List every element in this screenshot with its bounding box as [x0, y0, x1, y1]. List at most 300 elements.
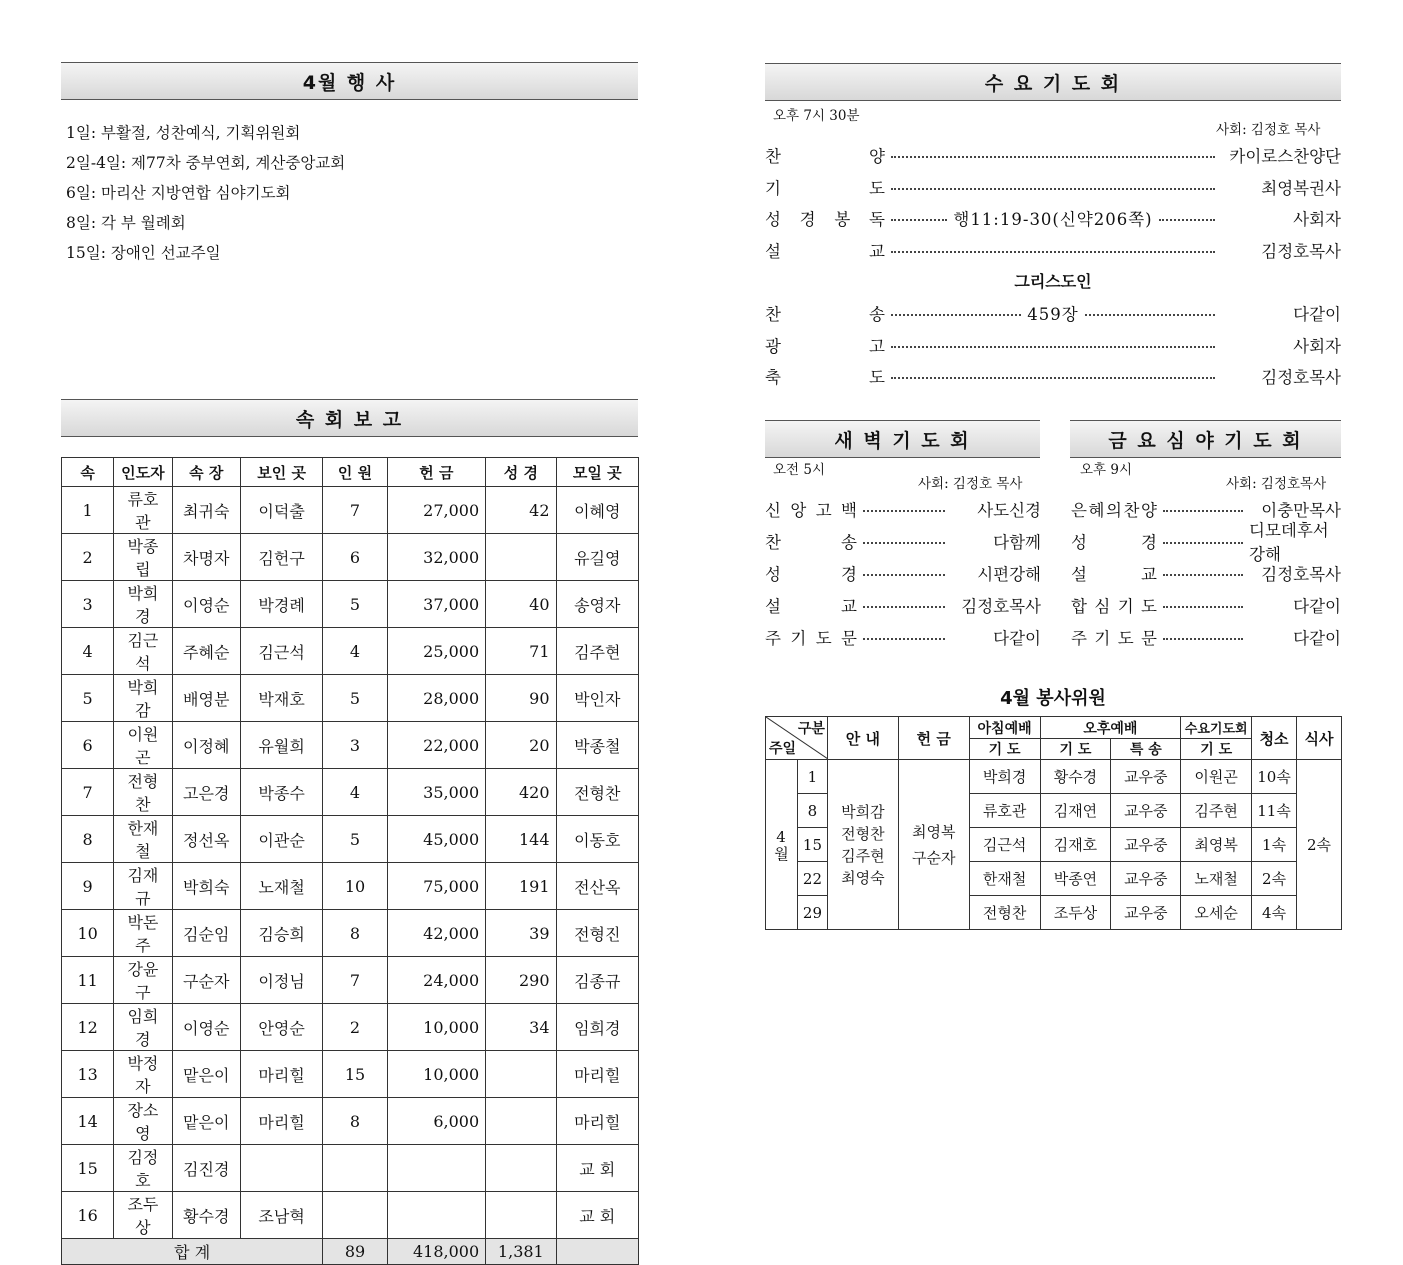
- program-line: [765, 498, 1041, 520]
- table-cell: 안영순: [240, 1004, 322, 1051]
- table-cell: 박경례: [240, 581, 322, 628]
- table-cell: 이정혜: [172, 722, 240, 769]
- table-cell: 6: [323, 534, 387, 581]
- event-item: 15일: 장애인 선교주일: [66, 244, 221, 262]
- dot-leader: [891, 346, 1215, 348]
- label-char: 문: [841, 629, 857, 648]
- clean-cell: 4속: [1252, 896, 1297, 930]
- label-char: 앙: [790, 501, 807, 520]
- table-cell: 한재철: [114, 816, 172, 863]
- dot-leader: [863, 510, 945, 512]
- program-line: [765, 530, 1041, 552]
- table-cell: 32,000: [387, 534, 486, 581]
- label-char: 성: [765, 210, 781, 229]
- label-char: 백: [841, 501, 857, 520]
- clean-cell: 1속: [1252, 828, 1297, 862]
- table-cell: 6,000: [387, 1098, 486, 1145]
- label-char: 도: [1141, 597, 1157, 616]
- label-char: 심: [1094, 597, 1111, 616]
- offerer-name: 최영복: [911, 822, 956, 841]
- table-row: [62, 675, 639, 722]
- morning-prayer-cell: 류호관: [969, 794, 1040, 828]
- label-char: 독: [869, 210, 885, 229]
- table-cell: [486, 1051, 556, 1098]
- program-label: [765, 364, 885, 388]
- label-char: 송: [869, 305, 885, 324]
- table-cell: 144: [486, 816, 556, 863]
- month-cell: 4월: [766, 760, 798, 930]
- program-line: [1071, 562, 1341, 584]
- dot-leader: [1159, 219, 1215, 221]
- table-cell: 마리힐: [556, 1051, 638, 1098]
- program-label: [765, 301, 885, 325]
- dawn-leader: 사회: 김정호 목사: [918, 476, 1023, 492]
- dot-leader: [863, 606, 945, 608]
- table-cell: 34: [486, 1004, 556, 1051]
- dot-leader: [1163, 638, 1243, 640]
- offerer-name: 구순자: [911, 848, 956, 867]
- column-header: 속 장: [172, 458, 240, 487]
- table-cell: 3: [323, 722, 387, 769]
- label-char: 광: [765, 336, 781, 356]
- table-cell: 유길영: [556, 534, 638, 581]
- table-cell: 4: [323, 628, 387, 675]
- clean-cell: 11속: [1252, 794, 1297, 828]
- program-middle: 행11:19-30(신약206쪽): [953, 210, 1153, 229]
- table-cell: [323, 1192, 387, 1239]
- label-char: 합: [1071, 597, 1087, 616]
- dawn-time: 오전 5시: [773, 462, 826, 478]
- table-cell: 16: [62, 1192, 114, 1239]
- table-cell: 이영순: [172, 1004, 240, 1051]
- label-char: 경: [799, 210, 816, 229]
- events-header: [61, 62, 638, 100]
- choir-title: 속 회 보 고: [295, 408, 404, 431]
- program-label: [1071, 593, 1157, 617]
- wed-prayer-cell: 오세순: [1181, 896, 1252, 930]
- table-cell: 7: [62, 769, 114, 816]
- table-row: [62, 487, 639, 534]
- meal-header: 식사: [1297, 717, 1342, 760]
- table-row: [62, 581, 639, 628]
- table-cell: 5: [323, 816, 387, 863]
- morning-prayer-cell: 전형찬: [969, 896, 1040, 930]
- table-cell: [387, 1145, 486, 1192]
- label-char: 신: [765, 501, 781, 520]
- table-cell: 25,000: [387, 628, 486, 675]
- morning-prayer-cell: 한재철: [969, 862, 1040, 896]
- wednesday-service-header: 수요기도회: [1181, 717, 1252, 739]
- morning-prayer-header: 기 도: [969, 739, 1040, 760]
- table-cell: 김근석: [114, 628, 172, 675]
- dot-leader: [863, 542, 945, 544]
- program-value: 김정호목사: [1261, 565, 1341, 584]
- label-char: 찬: [765, 147, 781, 166]
- clean-cell: 2속: [1252, 862, 1297, 896]
- label-char: 찬: [765, 533, 781, 552]
- program-value: 시편강해: [977, 565, 1041, 584]
- morning-prayer-cell: 김근석: [969, 828, 1040, 862]
- table-cell: 420: [486, 769, 556, 816]
- table-cell: 27,000: [387, 487, 486, 534]
- table-cell: 구순자: [172, 957, 240, 1004]
- table-cell: 조두상: [114, 1192, 172, 1239]
- table-cell: 10: [62, 910, 114, 957]
- service-table: [765, 716, 1342, 930]
- table-cell: 11: [62, 957, 114, 1004]
- table-cell: 교 회: [556, 1192, 638, 1239]
- label-char: 고: [815, 501, 832, 520]
- program-value: 다같이: [1293, 305, 1341, 324]
- program-label: [765, 206, 885, 230]
- column-header: 보인 곳: [240, 458, 322, 487]
- afternoon-prayer-header: 기 도: [1040, 739, 1111, 760]
- program-line: [1071, 626, 1341, 648]
- table-cell: 22,000: [387, 722, 486, 769]
- table-cell: 임희경: [556, 1004, 638, 1051]
- table-cell: 10: [323, 863, 387, 910]
- table-cell: 10,000: [387, 1051, 486, 1098]
- program-label: [765, 175, 885, 199]
- week-label: 주일: [769, 741, 797, 757]
- dot-leader: [863, 574, 945, 576]
- program-line: [765, 302, 1341, 324]
- label-char: 기: [1094, 629, 1111, 648]
- table-cell: 김주현: [556, 628, 638, 675]
- table-cell: 이덕출: [240, 487, 322, 534]
- week-day-cell: 15: [797, 828, 827, 862]
- table-row: [62, 1145, 639, 1192]
- offering-header: 헌 금: [898, 717, 969, 760]
- program-label: [765, 529, 857, 553]
- table-cell: 이원곤: [114, 722, 172, 769]
- table-cell: 10,000: [387, 1004, 486, 1051]
- table-cell: 교 회: [556, 1145, 638, 1192]
- program-line: [765, 334, 1341, 356]
- afternoon-prayer-cell: 김재연: [1040, 794, 1111, 828]
- table-cell: 고은경: [172, 769, 240, 816]
- table-row: [62, 1098, 639, 1145]
- table-cell: 노재철: [240, 863, 322, 910]
- program-value: 이충만목사: [1261, 501, 1341, 520]
- table-cell: 2: [323, 1004, 387, 1051]
- events-list: [66, 118, 345, 268]
- table-cell: 8: [62, 816, 114, 863]
- table-cell: 최귀숙: [172, 487, 240, 534]
- table-cell: 42: [486, 487, 556, 534]
- total-offering: 418,000: [387, 1239, 486, 1265]
- table-cell: 이영순: [172, 581, 240, 628]
- event-item: 1일: 부활절, 성찬예식, 기획위원회: [66, 124, 301, 142]
- table-cell: 박종수: [240, 769, 322, 816]
- table-cell: 맡은이: [172, 1051, 240, 1098]
- dot-leader: [1163, 606, 1243, 608]
- program-label: [1071, 561, 1157, 585]
- table-cell: 박종철: [556, 722, 638, 769]
- total-people: 89: [323, 1239, 387, 1265]
- week-day-cell: 1: [797, 760, 827, 794]
- sermon-title: 그리스도인: [1014, 272, 1092, 291]
- guide-cell: [827, 760, 898, 930]
- label-char: 기: [1117, 597, 1134, 616]
- table-cell: 8: [323, 910, 387, 957]
- table-cell: 5: [323, 581, 387, 628]
- table-row: [62, 1051, 639, 1098]
- table-cell: 류호관: [114, 487, 172, 534]
- table-cell: 5: [323, 675, 387, 722]
- program-value: 카이로스찬양단: [1229, 147, 1341, 166]
- program-label: [765, 238, 885, 262]
- service-head-row-1: [766, 717, 1342, 739]
- label-char: 문: [1141, 629, 1157, 648]
- afternoon-prayer-cell: 황수경: [1040, 760, 1111, 794]
- table-cell: 강윤구: [114, 957, 172, 1004]
- service-title: 4월 봉사위원: [1000, 688, 1106, 709]
- program-line: [765, 626, 1041, 648]
- table-cell: 박희감: [114, 675, 172, 722]
- table-cell: 2: [62, 534, 114, 581]
- table-row: [62, 534, 639, 581]
- dot-leader: [863, 638, 945, 640]
- table-cell: 황수경: [172, 1192, 240, 1239]
- table-cell: 맡은이: [172, 1098, 240, 1145]
- program-line: [765, 176, 1341, 198]
- wed-prayer-header: 기 도: [1181, 739, 1252, 760]
- special-song-cell: 교우중: [1111, 896, 1181, 930]
- dot-leader: [1163, 542, 1243, 544]
- friday-title: 금 요 심 야 기 도 회: [1108, 429, 1303, 452]
- afternoon-prayer-cell: 조두상: [1040, 896, 1111, 930]
- table-row: [62, 863, 639, 910]
- label-char: 양: [869, 147, 885, 166]
- program-value: 최영복권사: [1261, 178, 1341, 198]
- table-row: [62, 628, 639, 675]
- column-header: 성 경: [486, 458, 556, 487]
- program-label: [765, 497, 857, 521]
- wed-prayer-cell: 최영복: [1181, 828, 1252, 862]
- table-cell: 이정님: [240, 957, 322, 1004]
- table-cell: 191: [486, 863, 556, 910]
- table-cell: 김재규: [114, 863, 172, 910]
- table-cell: [486, 534, 556, 581]
- table-cell: 김진경: [172, 1145, 240, 1192]
- label-char: 주: [765, 629, 781, 648]
- label-char: 교: [1141, 565, 1157, 584]
- label-char: 봉: [834, 210, 851, 229]
- program-value: 사회자: [1293, 336, 1341, 356]
- guide-name: 최영숙: [841, 868, 885, 887]
- table-cell: 전산옥: [556, 863, 638, 910]
- program-middle: 459장: [1027, 305, 1079, 324]
- program-label: [1071, 625, 1157, 649]
- label-char: 경: [1141, 533, 1157, 552]
- label-char: 설: [765, 597, 781, 616]
- table-cell: 마리힐: [240, 1098, 322, 1145]
- table-cell: 송영자: [556, 581, 638, 628]
- table-cell: 임희경: [114, 1004, 172, 1051]
- service-row: [766, 760, 1342, 794]
- label-char: 기: [790, 629, 807, 648]
- program-value: 김정호목사: [1261, 241, 1341, 261]
- table-cell: [486, 1145, 556, 1192]
- label-char: 양: [1141, 501, 1157, 520]
- afternoon-prayer-cell: 김재호: [1040, 828, 1111, 862]
- table-cell: 배영분: [172, 675, 240, 722]
- column-header: 속: [62, 458, 114, 487]
- special-song-cell: 교우중: [1111, 794, 1181, 828]
- table-cell: 20: [486, 722, 556, 769]
- table-cell: 정선옥: [172, 816, 240, 863]
- program-line: [765, 594, 1041, 616]
- table-cell: 13: [62, 1051, 114, 1098]
- wednesday-header: [765, 63, 1341, 101]
- friday-header: [1070, 420, 1341, 458]
- choir-report-table: [61, 457, 639, 1265]
- table-cell: 290: [486, 957, 556, 1004]
- table-row: [62, 769, 639, 816]
- table-cell: [486, 1192, 556, 1239]
- table-cell: 24,000: [387, 957, 486, 1004]
- table-cell: 김승희: [240, 910, 322, 957]
- table-cell: 4: [62, 628, 114, 675]
- dawn-header: [765, 420, 1040, 458]
- table-body: [62, 487, 639, 1239]
- table-cell: 마리힐: [556, 1098, 638, 1145]
- table-cell: 75,000: [387, 863, 486, 910]
- dot-leader: [891, 251, 1215, 253]
- total-label: 합 계: [62, 1239, 323, 1265]
- column-header: 모일 곳: [556, 458, 638, 487]
- table-cell: 박정자: [114, 1051, 172, 1098]
- table-cell: 15: [62, 1145, 114, 1192]
- label-char: 찬: [765, 305, 781, 324]
- table-cell: 전형찬: [556, 769, 638, 816]
- guide-header: 안 내: [827, 717, 898, 760]
- table-cell: [387, 1192, 486, 1239]
- table-cell: 이혜영: [556, 487, 638, 534]
- program-label: [765, 593, 857, 617]
- special-song-header: 특 송: [1111, 739, 1181, 760]
- choir-header: [61, 399, 638, 437]
- program-value: 사도신경: [977, 501, 1041, 520]
- program-value: 김정호목사: [961, 597, 1041, 616]
- label-char: 설: [1071, 565, 1087, 584]
- clean-cell: 10속: [1252, 760, 1297, 794]
- dot-leader: [891, 219, 947, 221]
- label-char: 도: [869, 368, 885, 387]
- table-cell: 7: [323, 487, 387, 534]
- table-cell: 박희숙: [172, 863, 240, 910]
- label-char: 송: [841, 533, 857, 552]
- event-item: 6일: 마리산 지방연합 심야기도회: [66, 184, 291, 202]
- table-cell: 박재호: [240, 675, 322, 722]
- program-line: [765, 239, 1341, 261]
- friday-leader: 사회: 김정호목사: [1226, 476, 1327, 492]
- table-cell: 김헌구: [240, 534, 322, 581]
- meal-cell: 2속: [1297, 760, 1342, 930]
- table-row: [62, 1004, 639, 1051]
- table-cell: 박인자: [556, 675, 638, 722]
- dot-leader: [1163, 510, 1243, 512]
- dot-leader: [891, 377, 1215, 379]
- program-value: 디모데후서강해: [1249, 521, 1329, 564]
- table-cell: 42,000: [387, 910, 486, 957]
- total-empty: [556, 1239, 638, 1265]
- label-char: 설: [765, 241, 781, 261]
- table-cell: 15: [323, 1051, 387, 1098]
- morning-prayer-cell: 박희경: [969, 760, 1040, 794]
- table-cell: 6: [62, 722, 114, 769]
- table-cell: 5: [62, 675, 114, 722]
- table-cell: 12: [62, 1004, 114, 1051]
- column-header: 인도자: [114, 458, 172, 487]
- program-label: [765, 143, 885, 167]
- label-char: 도: [869, 178, 885, 198]
- table-cell: 박종립: [114, 534, 172, 581]
- table-cell: 박희경: [114, 581, 172, 628]
- dawn-title: 새 벽 기 도 회: [834, 429, 971, 452]
- guide-name: 김주현: [841, 846, 885, 865]
- table-cell: 71: [486, 628, 556, 675]
- table-cell: 차명자: [172, 534, 240, 581]
- wednesday-leader: 사회: 김정호 목사: [1216, 122, 1321, 138]
- table-cell: 이관순: [240, 816, 322, 863]
- table-cell: 14: [62, 1098, 114, 1145]
- program-line: [1071, 521, 1341, 564]
- afternoon-header: 오후예배: [1040, 717, 1181, 739]
- table-row: [62, 910, 639, 957]
- label-char: 교: [869, 241, 885, 261]
- table-cell: 박돈주: [114, 910, 172, 957]
- table-cell: 김순임: [172, 910, 240, 957]
- dot-leader: [891, 188, 1215, 190]
- table-cell: 마리힐: [240, 1051, 322, 1098]
- special-song-cell: 교우중: [1111, 828, 1181, 862]
- total-row: [62, 1239, 639, 1265]
- table-cell: 40: [486, 581, 556, 628]
- program-label: [765, 625, 857, 649]
- week-day-cell: 22: [797, 862, 827, 896]
- table-cell: 45,000: [387, 816, 486, 863]
- program-value: 다같이: [993, 629, 1041, 648]
- label-char: 찬: [1123, 501, 1140, 520]
- table-cell: 김종규: [556, 957, 638, 1004]
- afternoon-prayer-cell: 박종연: [1040, 862, 1111, 896]
- label-char: 성: [765, 565, 781, 584]
- table-cell: [323, 1145, 387, 1192]
- table-cell: 유월희: [240, 722, 322, 769]
- events-title: 4월 행 사: [302, 71, 397, 94]
- table-cell: 전형진: [556, 910, 638, 957]
- table-cell: 김근석: [240, 628, 322, 675]
- table-cell: 8: [323, 1098, 387, 1145]
- table-cell: 전형찬: [114, 769, 172, 816]
- label-char: 혜: [1088, 501, 1105, 520]
- table-cell: 1: [62, 487, 114, 534]
- table-row: [62, 1192, 639, 1239]
- table-cell: 90: [486, 675, 556, 722]
- program-line: [1071, 594, 1341, 616]
- table-cell: 39: [486, 910, 556, 957]
- wed-prayer-cell: 김주현: [1181, 794, 1252, 828]
- program-value: 사회자: [1293, 210, 1341, 229]
- dot-leader: [1163, 574, 1243, 576]
- gubun-label: 구분: [797, 721, 825, 737]
- column-header: 인 원: [323, 458, 387, 487]
- table-cell: [486, 1098, 556, 1145]
- table-header-row: [62, 458, 639, 487]
- table-cell: 35,000: [387, 769, 486, 816]
